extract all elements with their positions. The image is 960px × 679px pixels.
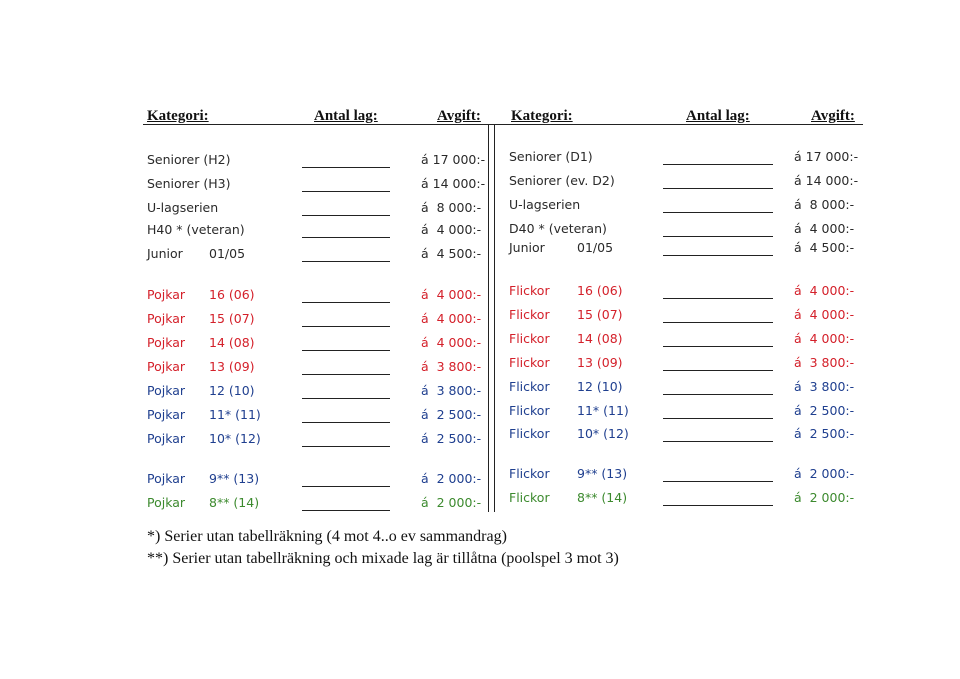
left-age-group: 16 (06): [209, 287, 255, 302]
left-fee: á 8 000:-: [421, 200, 482, 215]
right-row: [0, 173, 960, 193]
left-fee: á 14 000:-: [421, 176, 486, 191]
right-category: Seniorer (ev. D2): [509, 173, 615, 188]
right-team-count-field[interactable]: [663, 298, 773, 299]
right-age-group: 16 (06): [577, 283, 623, 298]
right-row: [0, 466, 960, 486]
right-team-count-field[interactable]: [663, 505, 773, 506]
right-fee: á 4 500:-: [794, 240, 855, 255]
right-fee: á 14 000:-: [794, 173, 859, 188]
right-category-header: Kategori:: [511, 108, 573, 124]
right-age-group: 9** (13): [577, 466, 628, 481]
left-age-group: 10* (12): [209, 431, 261, 446]
left-category: Seniorer (H3): [147, 176, 231, 191]
right-fee: á 17 000:-: [794, 149, 859, 164]
left-category: Pojkar: [147, 495, 186, 510]
footnote-double: **) Serier utan tabellräkning och mixade lag är tillåtna (poolspel 3 mot 3): [147, 550, 619, 567]
right-category: Flickor: [509, 331, 550, 346]
left-fee: á 4 500:-: [421, 246, 482, 261]
left-age-group: 15 (07): [209, 311, 255, 326]
left-team-count-field[interactable]: [302, 261, 390, 262]
right-row: [0, 355, 960, 375]
right-row: [0, 283, 960, 303]
right-category: D40 * (veteran): [509, 221, 607, 236]
right-category: U-lagserien: [509, 197, 581, 212]
right-category: Flickor: [509, 379, 550, 394]
left-category: Pojkar: [147, 311, 186, 326]
right-team-count-field[interactable]: [663, 441, 773, 442]
left-age-group: 01/05: [209, 246, 246, 261]
right-fee: á 2 000:-: [794, 466, 855, 481]
left-age-group: 13 (09): [209, 359, 255, 374]
right-row: [0, 197, 960, 217]
right-category: Junior: [509, 240, 545, 255]
right-category: Seniorer (D1): [509, 149, 593, 164]
right-age-group: 10* (12): [577, 426, 629, 441]
right-age-group: 01/05: [577, 240, 614, 255]
right-age-group: 8** (14): [577, 490, 628, 505]
right-fee: á 4 000:-: [794, 283, 855, 298]
left-team-count-field[interactable]: [302, 446, 390, 447]
left-category: Pojkar: [147, 359, 186, 374]
right-category: Flickor: [509, 283, 550, 298]
left-category: Seniorer (H2): [147, 152, 231, 167]
right-fee: á 4 000:-: [794, 221, 855, 236]
right-team-count-field[interactable]: [663, 212, 773, 213]
right-category: Flickor: [509, 403, 550, 418]
left-category: H40 * (veteran): [147, 222, 245, 237]
left-fee: á 17 000:-: [421, 152, 486, 167]
left-age-group: 9** (13): [209, 471, 260, 486]
left-fee: á 2 500:-: [421, 431, 482, 446]
left-age-group: 12 (10): [209, 383, 255, 398]
left-category: Pojkar: [147, 431, 186, 446]
right-team-count-field[interactable]: [663, 418, 773, 419]
right-age-group: 15 (07): [577, 307, 623, 322]
right-age-group: 13 (09): [577, 355, 623, 370]
right-row: [0, 379, 960, 399]
right-row: [0, 426, 960, 446]
right-team-count-field[interactable]: [663, 481, 773, 482]
left-category: Pojkar: [147, 287, 186, 302]
footnote-single: *) Serier utan tabellräkning (4 mot 4..o ev sammandrag): [147, 528, 507, 545]
right-fee-header: Avgift:: [811, 108, 855, 124]
left-category: Pojkar: [147, 471, 186, 486]
left-fee-header: Avgift:: [437, 108, 481, 124]
left-fee: á 2 000:-: [421, 495, 482, 510]
left-team-count-field[interactable]: [302, 510, 390, 511]
right-row: [0, 490, 960, 510]
left-fee: á 2 500:-: [421, 407, 482, 422]
left-teams-header: Antal lag:: [314, 108, 378, 124]
right-category: Flickor: [509, 466, 550, 481]
right-team-count-field[interactable]: [663, 322, 773, 323]
right-team-count-field[interactable]: [663, 370, 773, 371]
left-team-count-field[interactable]: [302, 486, 390, 487]
left-fee: á 4 000:-: [421, 311, 482, 326]
left-fee: á 3 800:-: [421, 383, 482, 398]
right-row: [0, 307, 960, 327]
right-row: [0, 240, 960, 260]
right-age-group: 14 (08): [577, 331, 623, 346]
left-fee: á 3 800:-: [421, 359, 482, 374]
left-age-group: 14 (08): [209, 335, 255, 350]
left-category: Junior: [147, 246, 183, 261]
right-team-count-field[interactable]: [663, 346, 773, 347]
right-fee: á 4 000:-: [794, 331, 855, 346]
left-age-group: 11* (11): [209, 407, 261, 422]
left-category-header: Kategori:: [147, 108, 209, 124]
right-category: Flickor: [509, 490, 550, 505]
right-category: Flickor: [509, 307, 550, 322]
header-rule: [143, 124, 863, 125]
left-fee: á 4 000:-: [421, 222, 482, 237]
right-teams-header: Antal lag:: [686, 108, 750, 124]
right-category: Flickor: [509, 426, 550, 441]
left-category: Pojkar: [147, 383, 186, 398]
right-fee: á 2 000:-: [794, 490, 855, 505]
left-category: U-lagserien: [147, 200, 219, 215]
right-fee: á 2 500:-: [794, 403, 855, 418]
left-category: Pojkar: [147, 335, 186, 350]
right-team-count-field[interactable]: [663, 394, 773, 395]
right-fee: á 3 800:-: [794, 355, 855, 370]
right-row: [0, 221, 960, 241]
right-fee: á 4 000:-: [794, 307, 855, 322]
left-fee: á 2 000:-: [421, 471, 482, 486]
right-fee: á 8 000:-: [794, 197, 855, 212]
right-team-count-field[interactable]: [663, 188, 773, 189]
right-row: [0, 149, 960, 169]
right-team-count-field[interactable]: [663, 236, 773, 237]
left-fee: á 4 000:-: [421, 287, 482, 302]
right-category: Flickor: [509, 355, 550, 370]
right-row: [0, 331, 960, 351]
left-category: Pojkar: [147, 407, 186, 422]
right-fee: á 3 800:-: [794, 379, 855, 394]
left-age-group: 8** (14): [209, 495, 260, 510]
right-team-count-field[interactable]: [663, 164, 773, 165]
right-age-group: 12 (10): [577, 379, 623, 394]
right-row: [0, 403, 960, 423]
right-fee: á 2 500:-: [794, 426, 855, 441]
left-fee: á 4 000:-: [421, 335, 482, 350]
right-age-group: 11* (11): [577, 403, 629, 418]
right-team-count-field[interactable]: [663, 255, 773, 256]
